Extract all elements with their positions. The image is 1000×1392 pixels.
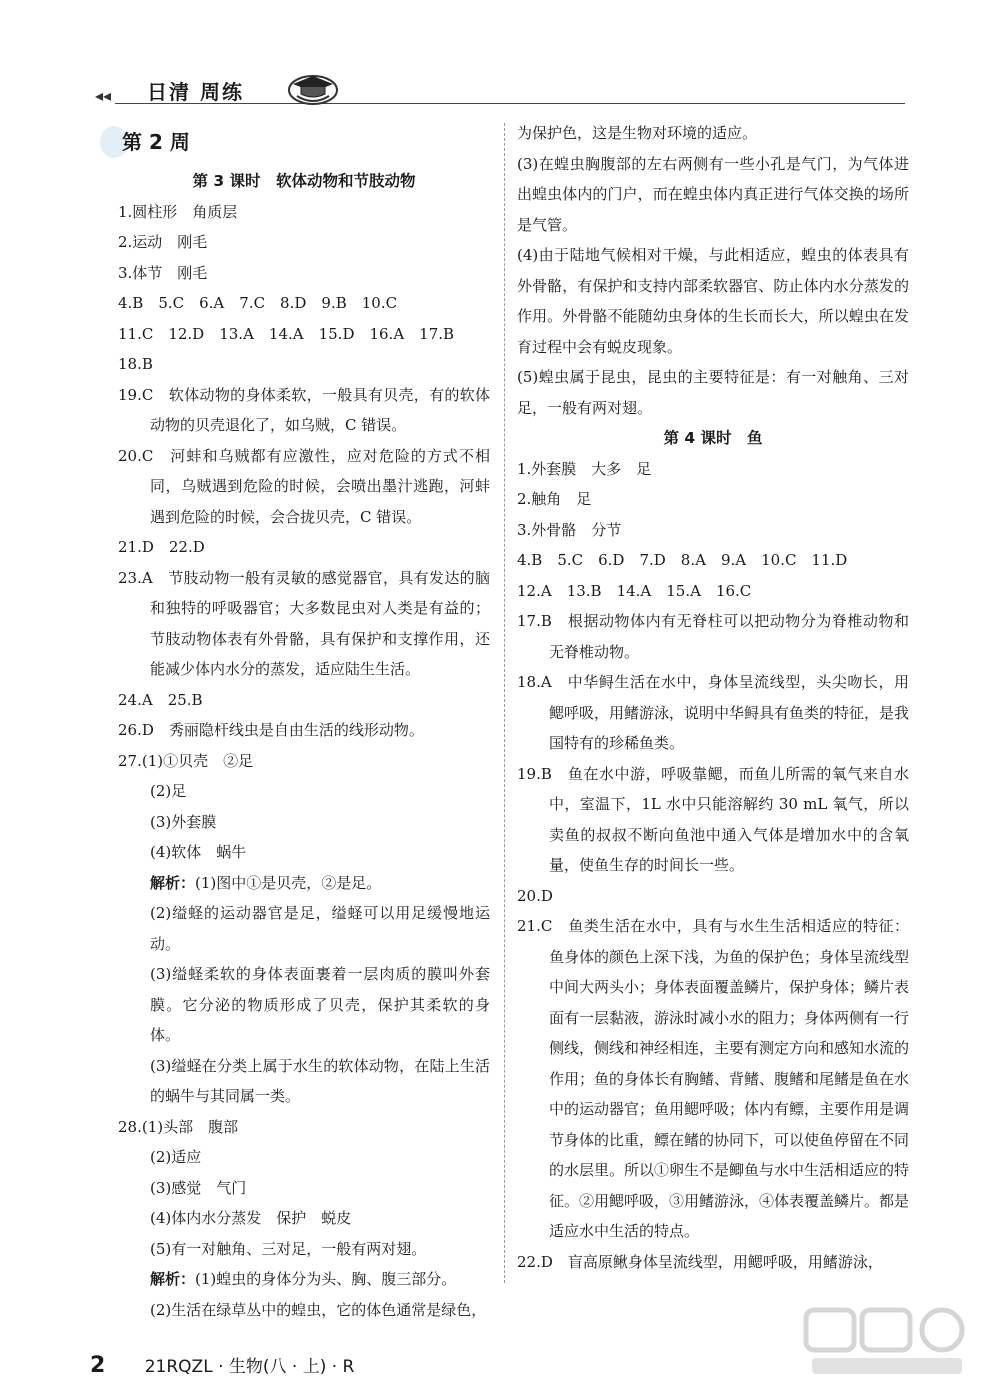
analysis-28-para: (5)蝗虫属于昆虫，昆虫的主要特征是：有一对触角、三对足，一般有两对翅。 xyxy=(517,368,909,417)
analysis-27-para: (3)缢蛏在分类上属于水生的软体动物，在陆上生活的蜗牛与其同属一类。 xyxy=(150,1056,490,1105)
answer-line: 4.B 5.C 6.D 7.D 8.A 9.A 10.C 11.D xyxy=(517,551,848,569)
answer-27-item: (2)足 xyxy=(150,782,187,800)
answer-line: 3.外骨骼 分节 xyxy=(517,520,622,539)
answer-28-head: 28.(1)头部 腹部 xyxy=(118,1117,239,1136)
header-rule xyxy=(115,103,905,104)
analysis-28-para: (4)由于陆地气候相对干燥，与此相适应，蝗虫的体表具有外骨骼，有保护和支持内部柔软器官、防止体内水分蒸发的作用。外骨骼不能随幼虫身体的生长而长大，所以蝗虫在发育过程中会有蜕皮现象。 xyxy=(517,246,909,356)
answer-28-item: (2)适应 xyxy=(150,1148,202,1166)
analysis-28 xyxy=(118,1264,490,1295)
answer-26: 26.D 秀丽隐杆线虫是自由生活的线形动物。 xyxy=(118,721,424,739)
left-column xyxy=(118,118,490,1325)
book-code: 21RQZL · 生物(八 · 上) · R xyxy=(144,1357,355,1377)
section-title-lesson3: 第 3 课时 软体动物和节肢动物 xyxy=(192,172,416,190)
answer-line: 3.体节 刚毛 xyxy=(118,263,208,282)
header-title: 日清 周练 xyxy=(147,80,244,104)
answer-line: 2.触角 足 xyxy=(517,490,592,508)
analysis-label: 解析： xyxy=(150,873,196,892)
page-footer xyxy=(90,1352,354,1378)
answer-18: 18.A 中华鲟生活在水中，身体呈流线型，头尖吻长，用鳃呼吸，用鳍游泳，说明中华鲟具有鱼类的特征，是我国特有的珍稀鱼类。 xyxy=(517,673,910,752)
answer-24: 24.A 25.B xyxy=(118,690,203,709)
answer-28-item: (4)体内水分蒸发 保护 蜕皮 xyxy=(150,1209,352,1227)
analysis-28-para: (3)在蝗虫胸腹部的左右两侧有一些小孔是气门，为气体进出蝗虫体内的门户，而在蝗虫体内真正进行气体交换的场所是气管。 xyxy=(517,154,909,234)
continued-paragraph: 为保护色，这是生物对环境的适应。 xyxy=(517,124,758,142)
analysis-27-para: (2)缢蛏的运动器官是足，缢蛏可以用足缓慢地运动。 xyxy=(150,904,490,953)
column-divider xyxy=(504,123,505,1283)
answer-line: 1.圆柱形 角质层 xyxy=(118,202,238,221)
analysis-27 xyxy=(118,868,490,899)
answer-27-head: 27.(1)①贝壳 ②足 xyxy=(118,751,254,770)
answer-line: 4.B 5.C 6.A 7.C 8.D 9.B 10.C xyxy=(118,294,398,312)
answer-21: 21.C 鱼类生活在水中，具有与水生生活相适应的特征：鱼身体的颜色上深下浅，为鱼的保护色；身体呈流线型中间大两头小；身体表面覆盖鳞片，保护身体；鳞片表面有一层黏液，游泳时减小水的阻力；身体两侧有一行侧线，侧线和神经相连，主要有测定方向和感知水流的作用；鱼的身体长有胸鳍、背鳍、腹鳍和尾鳍是鱼在水中的运动器官；鱼用鳃呼吸；体内有鳔，主要作用是调节身体的比重，鳔在鳍的协同下，可以使鱼停留在不同的水层里。所以①卵生不是鲫鱼与水中生活相适应的特征。②用鳃呼吸，③用鳍游泳，④体表覆盖鳞片。都是适应水中生活的特点。 xyxy=(517,917,910,1240)
answer-line: 1.外套膜 大多 足 xyxy=(517,459,652,478)
graduation-cap-icon xyxy=(283,68,343,106)
week-title xyxy=(118,118,490,166)
answer-27-item: (4)软体 蜗牛 xyxy=(150,843,247,861)
analysis-text: (1)图中①是贝壳，②是足。 xyxy=(195,873,382,892)
answer-28-item: (5)有一对触角、三对足，一般有两对翅。 xyxy=(150,1239,427,1258)
page-number: 2 xyxy=(90,1353,106,1378)
analysis-text: (1)蝗虫的身体分为头、胸、腹三部分。 xyxy=(195,1270,457,1288)
analysis-27-para: (3)缢蛏柔软的身体表面裹着一层肉质的膜叫外套膜。它分泌的物质形成了贝壳，保护其柔软的身体。 xyxy=(150,965,490,1044)
answer-19: 19.B 鱼在水中游，呼吸靠鳃，而鱼儿所需的氧气来自水中，室温下，1L 水中只能溶解约 30 mL 氧气，所以卖鱼的叔叔不断向鱼池中通入气体是增加水中的含氧量，使鱼生存的时间长一些。 xyxy=(517,764,909,874)
answer-28-item: (3)感觉 气门 xyxy=(150,1178,247,1197)
arrow-icon: ◂◂ xyxy=(95,86,112,105)
analysis-label: 解析： xyxy=(150,1270,196,1288)
answer-21: 21.D 22.D xyxy=(118,538,205,556)
answer-line: 18.B xyxy=(118,355,153,373)
watermark-logo xyxy=(802,1306,972,1380)
answer-line: 12.A 13.B 14.A 15.A 16.C xyxy=(517,581,752,600)
answer-27-item: (3)外套膜 xyxy=(150,812,217,831)
answer-20: 20.D xyxy=(517,886,553,905)
answer-19: 19.C 软体动物的身体柔软，一般具有贝壳，有的软体动物的贝壳退化了，如乌贼，C 错误。 xyxy=(118,385,490,434)
answer-23: 23.A 节肢动物一般有灵敏的感觉器官，具有发达的脑和独特的呼吸器官；大多数昆虫对人类是有益的；节肢动物体表有外骨骼，具有保护和支撑作用，还能减少体内水分的蒸发，适应陆生生活。 xyxy=(118,568,490,678)
answer-22: 22.D 盲高原鳅身体呈流线型，用鳃呼吸，用鳍游泳， xyxy=(517,1252,883,1271)
right-column xyxy=(517,118,909,1277)
analysis-28-tail: (2)生活在绿草丛中的蝗虫，它的体色通常是绿色， xyxy=(150,1300,487,1319)
answer-line: 11.C 12.D 13.A 14.A 15.D 16.A 17.B xyxy=(118,324,455,343)
page-header xyxy=(95,68,905,108)
answer-line: 2.运动 刚毛 xyxy=(118,233,208,251)
answer-17: 17.B 根据动物体内有无脊柱可以把动物分为脊椎动物和无脊椎动物。 xyxy=(517,612,909,661)
answer-20: 20.C 河蚌和乌贼都有应激性，应对危险的方式不相同，乌贼遇到危险的时候，会喷出墨汁逃跑，河蚌遇到危险的时候，会合拢贝壳，C 错误。 xyxy=(118,446,490,526)
week-title-text: 第 2 周 xyxy=(122,130,190,154)
section-title-lesson4: 第 4 课时 鱼 xyxy=(663,429,763,447)
